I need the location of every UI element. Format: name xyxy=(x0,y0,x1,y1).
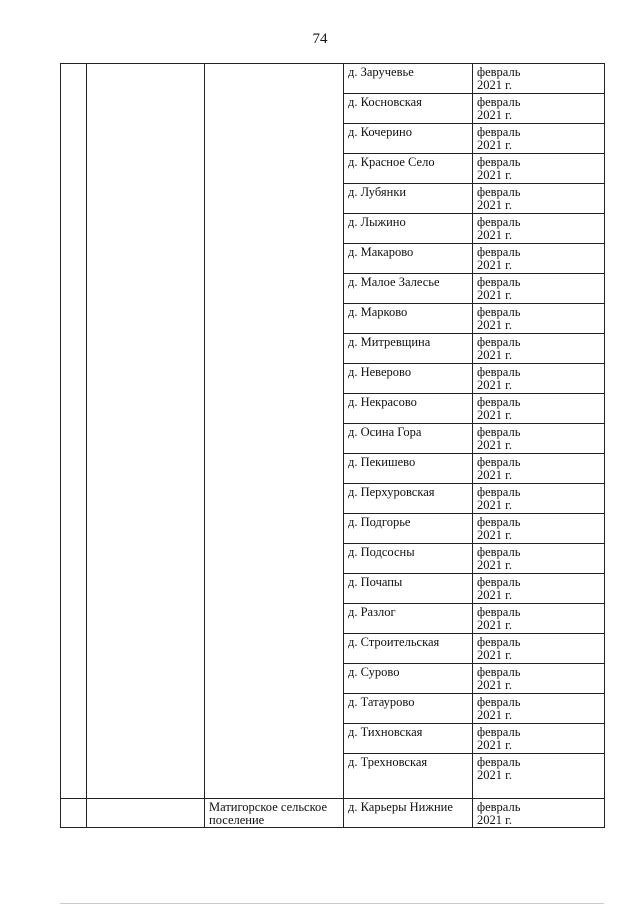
date-month: февраль xyxy=(477,755,521,769)
cell-date xyxy=(473,94,605,124)
date-year: 2021 г. xyxy=(477,78,512,92)
date-month: февраль xyxy=(477,575,521,589)
cell-date xyxy=(473,724,605,754)
table-body xyxy=(61,64,605,828)
date-year: 2021 г. xyxy=(477,408,512,422)
cell-village: д. Карьеры Нижние xyxy=(344,799,473,828)
date-year: 2021 г. xyxy=(477,348,512,362)
cell-date xyxy=(473,394,605,424)
date-year: 2021 г. xyxy=(477,138,512,152)
date-year: 2021 г. xyxy=(477,528,512,542)
cell-village: д. Сурово xyxy=(344,664,473,694)
cell-date xyxy=(473,544,605,574)
cell-village: д. Лубянки xyxy=(344,184,473,214)
date-month: февраль xyxy=(477,800,521,814)
cell-date xyxy=(473,304,605,334)
date-year: 2021 г. xyxy=(477,228,512,242)
date-month: февраль xyxy=(477,155,521,169)
cell-village: д. Митревщина xyxy=(344,334,473,364)
cell-village: д. Подсосны xyxy=(344,544,473,574)
date-month: февраль xyxy=(477,365,521,379)
schedule-table xyxy=(60,63,605,828)
cell-date xyxy=(473,334,605,364)
cell-date xyxy=(473,124,605,154)
cell-date xyxy=(473,574,605,604)
page-number: 74 xyxy=(312,31,328,47)
date-month: февраль xyxy=(477,65,521,79)
cell-district xyxy=(87,64,205,799)
cell-date xyxy=(473,154,605,184)
cell-date xyxy=(473,664,605,694)
cell-date xyxy=(473,454,605,484)
cell-date xyxy=(473,484,605,514)
page-bottom-rule xyxy=(60,903,604,904)
date-month: февраль xyxy=(477,545,521,559)
cell-district xyxy=(87,799,205,828)
date-year: 2021 г. xyxy=(477,378,512,392)
date-year: 2021 г. xyxy=(477,438,512,452)
cell-date xyxy=(473,754,605,799)
cell-village: д. Макарово xyxy=(344,244,473,274)
cell-village: д. Кочерино xyxy=(344,124,473,154)
cell-village: д. Лыжино xyxy=(344,214,473,244)
cell-village: д. Малое Залесье xyxy=(344,274,473,304)
date-month: февраль xyxy=(477,125,521,139)
cell-village: д. Красное Село xyxy=(344,154,473,184)
cell-village: д. Некрасово xyxy=(344,394,473,424)
cell-date xyxy=(473,634,605,664)
date-month: февраль xyxy=(477,275,521,289)
date-year: 2021 г. xyxy=(477,198,512,212)
cell-village: д. Почапы xyxy=(344,574,473,604)
cell-date xyxy=(473,799,605,828)
cell-number xyxy=(61,799,87,828)
date-month: февраль xyxy=(477,725,521,739)
table-row xyxy=(61,799,605,828)
cell-village: д. Перхуровская xyxy=(344,484,473,514)
cell-number xyxy=(61,64,87,799)
date-month: февраль xyxy=(477,395,521,409)
cell-date xyxy=(473,244,605,274)
table-row xyxy=(61,64,605,94)
cell-date xyxy=(473,424,605,454)
cell-date xyxy=(473,604,605,634)
cell-village: д. Косновская xyxy=(344,94,473,124)
cell-village: д. Подгорье xyxy=(344,514,473,544)
cell-village: д. Строительская xyxy=(344,634,473,664)
date-month: февраль xyxy=(477,95,521,109)
cell-settlement xyxy=(205,64,344,799)
cell-village: д. Осина Гора xyxy=(344,424,473,454)
date-month: февраль xyxy=(477,515,521,529)
cell-village: д. Разлог xyxy=(344,604,473,634)
cell-village: д. Тихновская xyxy=(344,724,473,754)
cell-date xyxy=(473,184,605,214)
cell-village: д. Татаурово xyxy=(344,694,473,724)
cell-date xyxy=(473,514,605,544)
date-year: 2021 г. xyxy=(477,813,512,827)
date-month: февраль xyxy=(477,425,521,439)
cell-village: д. Неверово xyxy=(344,364,473,394)
date-month: февраль xyxy=(477,185,521,199)
cell-village: д. Марково xyxy=(344,304,473,334)
date-year: 2021 г. xyxy=(477,648,512,662)
cell-date xyxy=(473,694,605,724)
date-month: февраль xyxy=(477,695,521,709)
date-year: 2021 г. xyxy=(477,738,512,752)
date-month: февраль xyxy=(477,215,521,229)
date-month: февраль xyxy=(477,305,521,319)
date-year: 2021 г. xyxy=(477,468,512,482)
cell-date xyxy=(473,214,605,244)
date-year: 2021 г. xyxy=(477,318,512,332)
date-year: 2021 г. xyxy=(477,258,512,272)
cell-date xyxy=(473,274,605,304)
date-year: 2021 г. xyxy=(477,708,512,722)
date-year: 2021 г. xyxy=(477,678,512,692)
date-year: 2021 г. xyxy=(477,168,512,182)
date-year: 2021 г. xyxy=(477,558,512,572)
cell-village: д. Заручевье xyxy=(344,64,473,94)
cell-village: д. Пекишево xyxy=(344,454,473,484)
cell-date xyxy=(473,64,605,94)
date-year: 2021 г. xyxy=(477,768,512,782)
date-year: 2021 г. xyxy=(477,618,512,632)
date-month: февраль xyxy=(477,335,521,349)
cell-date xyxy=(473,364,605,394)
date-year: 2021 г. xyxy=(477,288,512,302)
date-month: февраль xyxy=(477,635,521,649)
date-year: 2021 г. xyxy=(477,108,512,122)
cell-village: д. Трехновская xyxy=(344,754,473,799)
date-year: 2021 г. xyxy=(477,498,512,512)
date-month: февраль xyxy=(477,485,521,499)
date-month: февраль xyxy=(477,245,521,259)
date-year: 2021 г. xyxy=(477,588,512,602)
date-month: февраль xyxy=(477,665,521,679)
date-month: февраль xyxy=(477,605,521,619)
cell-settlement: Матигорское сельское поселение xyxy=(205,799,344,828)
date-month: февраль xyxy=(477,455,521,469)
